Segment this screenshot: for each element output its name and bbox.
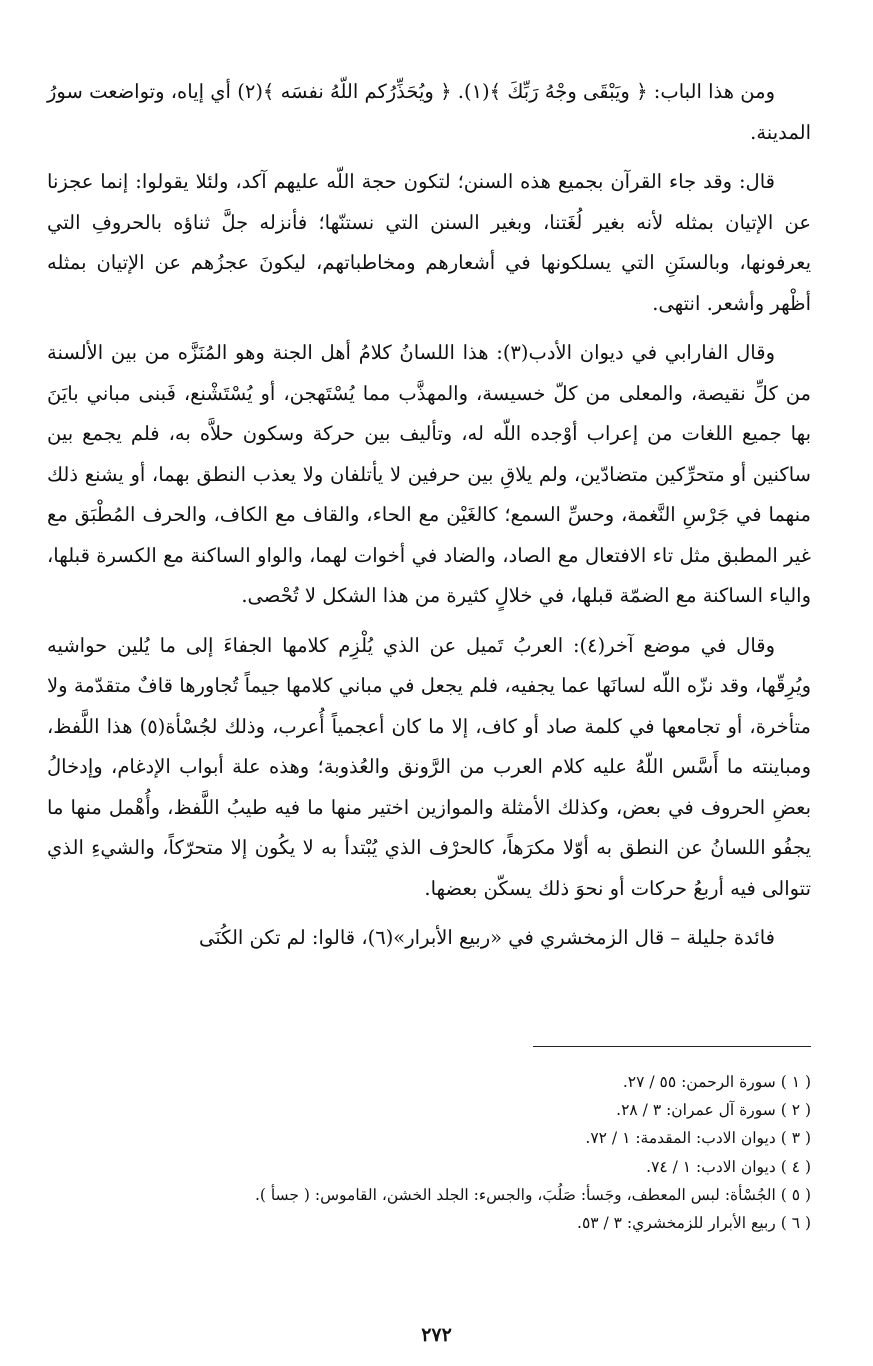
paragraph: ومن هذا الباب: ﴿ ويَبْقَى وجْهُ رَبِّكَ ﴾(١). ﴿ ويُحَذِّرُكم اللّهُ نفسَه ﴾(٢) أي إياه، وتواضعت سورُ المدينة. bbox=[47, 80, 811, 144]
footnote-number: ( ٤ ) bbox=[780, 1157, 811, 1176]
paragraph: قال: وقد جاء القرآن بجميع هذه السنن؛ لتكون حجة اللّه عليهم آكد، ولئلا يقولوا: إنما عجزنا عن الإتيان بمثله لأنه بغير لُغَتنا، وبغير السنن التي نستنّها؛ فأنزله جلَّ ثناؤه بالحروفِ التي يعرفونها، وبالسنَنِ التي يسلكونها في أشعارهم ومخاطباتهم، ليكونَ عجزُهم عن الإتيان بمثله أظْهر وأشعر. انتهى. bbox=[47, 170, 811, 315]
footnote bbox=[47, 1181, 811, 1209]
footnote bbox=[47, 1124, 811, 1152]
footnote-divider bbox=[533, 1046, 811, 1047]
footnote bbox=[47, 1209, 811, 1237]
paragraph: وقال في موضع آخر(٤): العربُ تَميل عن الذي يُلْزِم كلامها الجفاءَ إلى ما يُلين حواشيه ويُرِقّها، وقد نزّه اللّه لسانَها عما يجفيه، فلم يجعل في مباني كلامها جيماً تُجاورها قافٌ متقدّمة ولا متأخرة، أو تجامعها في كلمة صاد أو كاف، إلا ما كان أعجمياً أُعرب، وذلك لجُسْأة(٥) هذا اللَّفظ، ومباينته ما أَسَّس اللّهُ عليه كلام العرب من الرَّونق والعُذوبة؛ وهذه علة أبواب الإدغام، وإدخالُ بعضِ الحروف في بعض، وكذلك الأمثلة والموازين اختير منها ما فيه طيبُ اللَّفظ، وأُهْمل منها ما يجفُو اللسانُ عن النطق به أوّلا مكرَهاً، كالحرْف الذي يُبْتدأ به لا يكُون إلا متحرّكاً، والشيءِ الذي تتوالى فيه أربعُ حركات أو نحوَ ذلك يسكّن بعضها. bbox=[47, 633, 811, 900]
footnote-text: ديوان الادب: المقدمة: ١ / ٧٢. bbox=[585, 1129, 776, 1148]
main-text bbox=[47, 72, 811, 968]
footnote-text: الجُسْأة: لبس المعطف، وجَسأ: صَلُبَ، والجسء: الجلد الخشن، القاموس: ( جسأ ). bbox=[254, 1185, 776, 1204]
footnote-number: ( ٣ ) bbox=[780, 1129, 811, 1148]
footnote bbox=[47, 1153, 811, 1181]
footnote bbox=[47, 1068, 811, 1096]
footnote-number: ( ١ ) bbox=[780, 1073, 811, 1091]
footnote-number: ( ٥ ) bbox=[780, 1185, 811, 1204]
footnote-number: ( ٦ ) bbox=[780, 1214, 811, 1233]
footnote-text: ربيع الأبرار للزمخشري: ٣ / ٥٣. bbox=[577, 1214, 776, 1233]
paragraph: وقال الفارابي في ديوان الأدب(٣): هذا اللسانُ كلامُ أهل الجنة وهو المُنَزَّه من بين الألسنة من كلِّ نقيصة، والمعلى من كلّ خسيسة، والمهذَّب مما يُسْتَهجن، أو يُسْتَشْنع، فَبنى مباني بايَنَ بها جميع اللغات من إعراب أوْجده اللّه له، وتأليف بين حركة وسكون حلاَّه به، فلم يجمع بين ساكنين أو متحرِّكين متضادّين، ولم يلاقِ بين حرفين لا يأتلفان ولا يعذب النطق بهما، أو يشنع ذلك منهما في جَرْسِ النَّغمة، وحسِّ السمع؛ كالغَيْن مع الحاء، والقاف مع الكاف، والحرف المُطْبَق مع غير المطبق مثل تاء الافتعال مع الصاد، والضاد في أخوات لهما، والواو الساكنة مع الكسرة قبلها، والياء الساكنة مع الضمّة قبلها، في خلالٍ كثيرة من هذا الشكل لا تُحْصى. bbox=[47, 341, 811, 607]
page-number: ٢٧٢ bbox=[421, 1324, 452, 1346]
footnotes bbox=[47, 1068, 811, 1237]
paragraph: فائدة جليلة – قال الزمخشري في «ربيع الأبرار»(٦)، قالوا: لم تكن الكُنَى bbox=[199, 926, 775, 949]
footnote-text: سورة آل عمران: ٣ / ٢٨. bbox=[616, 1101, 776, 1120]
footnote-number: ( ٢ ) bbox=[780, 1101, 811, 1120]
footnote-text: سورة الرحمن: ٥٥ / ٢٧. bbox=[622, 1073, 776, 1091]
footnote-text: ديوان الادب: ١ / ٧٤. bbox=[646, 1157, 776, 1176]
footnote bbox=[47, 1096, 811, 1124]
